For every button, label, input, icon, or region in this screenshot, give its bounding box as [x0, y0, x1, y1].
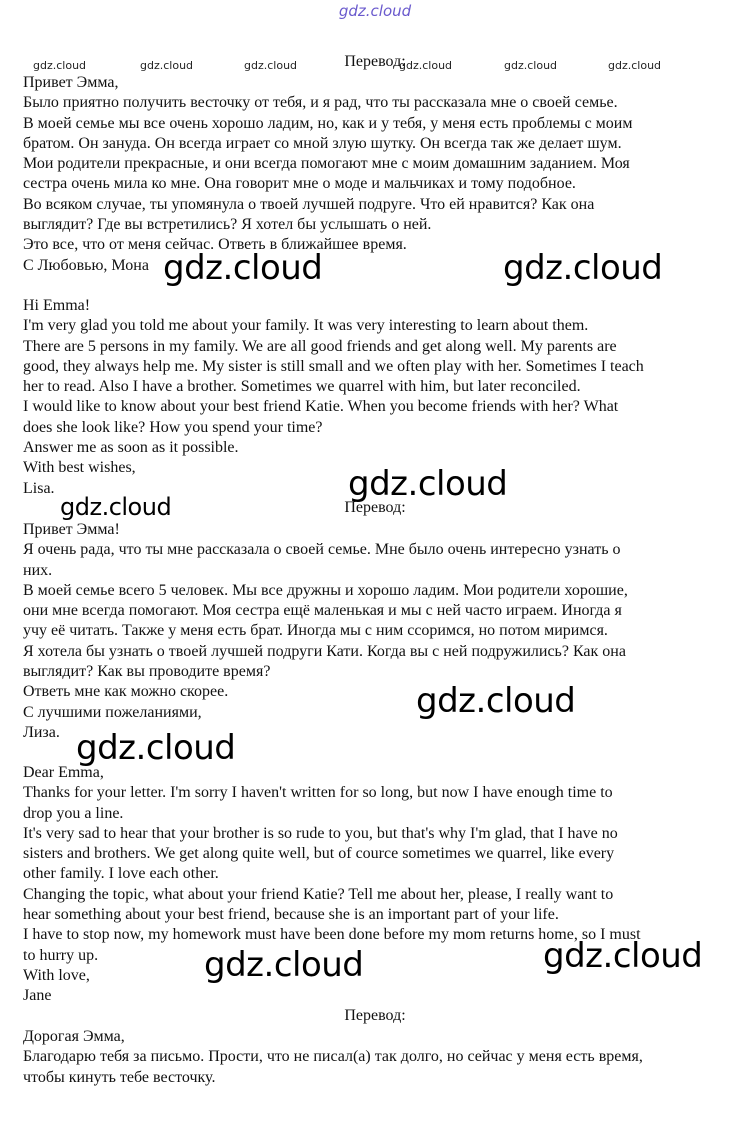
- text-line: Лиза.: [23, 723, 60, 741]
- text-line: учу её читать. Также у меня есть брат. Иногда мы с ним ссоримся, но потом миримся.: [23, 622, 608, 640]
- letter-jane-russian: [23, 1027, 735, 1088]
- text-line: Hi Emma!: [23, 297, 91, 314]
- text-line: It's very sad to hear that your brother is so rude to you, but that's why I'm glad, that I have no: [23, 824, 618, 842]
- text-line: to hurry up.: [23, 946, 99, 964]
- translation-heading: Перевод:: [344, 1007, 406, 1024]
- text-line: они мне всегда помогают. Моя сестра ещё маленькая и мы с ней часто играем. Иногда я: [23, 602, 622, 620]
- small-watermark: gdz.cloud: [244, 59, 298, 72]
- text-line: сестра очень мила ко мне. Она говорит мне о моде и мальчиках и тому подобное.: [23, 175, 576, 193]
- watermark: gdz.cloud: [348, 464, 508, 504]
- letter-mona-russian: [23, 73, 735, 276]
- text-line: Я очень рада, что ты мне рассказала о своей семье. Мне было очень интересно узнать о: [23, 541, 621, 559]
- text-line: Это все, что от меня сейчас. Ответь в ближайшее время.: [23, 236, 407, 254]
- text-line: does she look like? How you spend your time?: [23, 418, 323, 436]
- site-header[interactable]: gdz.cloud: [338, 2, 412, 20]
- text-line: Было приятно получить весточку от тебя, и я рад, что ты рассказала мне о своей семье.: [23, 94, 618, 112]
- text-line: good, they always help me. My sister is still small and we often play with her. Sometimes I teach: [23, 357, 644, 375]
- text-line: Мои родители прекрасные, и они всегда помогают мне с моим домашним заданием. Моя: [23, 155, 630, 173]
- text-line: sisters and brothers. We get along quite well, but of cource sometimes we quarrel, like every: [23, 845, 615, 863]
- text-line: With love,: [23, 966, 90, 984]
- text-line: I have to stop now, my homework must have been done before my mom returns home, so I must: [23, 926, 641, 944]
- text-line: drop you a line.: [23, 804, 124, 822]
- text-line: Привет Эмма,: [23, 74, 119, 91]
- text-line: Answer me as soon as it possible.: [23, 439, 239, 457]
- small-watermark: gdz.cloud: [504, 59, 558, 72]
- watermark: gdz.cloud: [60, 493, 172, 521]
- text-line: other family. I love each other.: [23, 865, 219, 883]
- text-line: Jane: [23, 987, 52, 1005]
- watermark: gdz.cloud: [163, 248, 323, 288]
- text-line: With best wishes,: [23, 459, 136, 477]
- text-line: her to read. Also I have a brother. Sometimes we quarrel with him, but later reconciled.: [23, 378, 581, 396]
- text-line: Я хотела бы узнать о твоей лучшей подруги Кати. Когда вы с ней подружились? Как она: [23, 642, 626, 660]
- watermark: gdz.cloud: [76, 728, 236, 768]
- translation-heading: Перевод:: [344, 499, 406, 516]
- watermark: gdz.cloud: [204, 945, 364, 985]
- small-watermark: gdz.cloud: [33, 59, 87, 72]
- small-watermark: gdz.cloud: [608, 59, 662, 72]
- text-line: выглядит? Как вы проводите время?: [23, 663, 271, 681]
- text-line: Привет Эмма!: [23, 521, 120, 538]
- text-line: Thanks for your letter. I'm sorry I haven't written for so long, but now I have enough time to: [23, 784, 613, 802]
- text-line: hear something about your best friend, because she is an important part of your life.: [23, 906, 559, 924]
- text-line: В моей семье всего 5 человек. Мы все дружны и хорошо ладим. Мои родители хорошие,: [23, 581, 628, 599]
- text-line: С лучшими пожеланиями,: [23, 703, 202, 721]
- translation-heading: Перевод:: [344, 53, 406, 70]
- text-line: Во всяком случае, ты упомянула о твоей лучшей подруге. Что ей нравится? Как она: [23, 195, 595, 213]
- text-line: выглядит? Где вы встретились? Я хотел бы услышать о ней.: [23, 216, 432, 234]
- text-line: Ответь мне как можно скорее.: [23, 683, 229, 701]
- text-line: I'm very glad you told me about your family. It was very interesting to learn about them.: [23, 317, 589, 335]
- small-watermark: gdz.cloud: [140, 59, 194, 72]
- text-line: There are 5 persons in my family. We are all good friends and get along well. My parents are: [23, 337, 617, 355]
- text-line: В моей семье мы все очень хорошо ладим, но, как и у тебя, у меня есть проблемы с моим: [23, 114, 633, 132]
- text-line: братом. Он зануда. Он всегда играет со мной злую шутку. Он всегда так же делает шум.: [23, 134, 622, 152]
- text-line: Lisa.: [23, 479, 55, 497]
- watermark: gdz.cloud: [503, 248, 663, 288]
- text-line: Благодарю тебя за письмо. Прости, что не писал(а) так долго, но сейчас у меня есть время,: [23, 1048, 643, 1066]
- watermark: gdz.cloud: [416, 681, 576, 721]
- text-line: них.: [23, 561, 53, 579]
- text-line: Дорогая Эмма,: [23, 1028, 125, 1045]
- letter-lisa-russian: [23, 520, 735, 743]
- text-line: I would like to know about your best friend Katie. When you become friends with her? What: [23, 398, 619, 416]
- text-line: С Любовью, Мона: [23, 256, 149, 274]
- small-watermark: gdz.cloud: [399, 59, 453, 72]
- text-line: Dear Emma,: [23, 764, 104, 781]
- text-line: Changing the topic, what about your friend Katie? Tell me about her, please, I really want to: [23, 885, 614, 903]
- text-line: чтобы кинуть тебе весточку.: [23, 1068, 216, 1086]
- watermark: gdz.cloud: [543, 936, 703, 976]
